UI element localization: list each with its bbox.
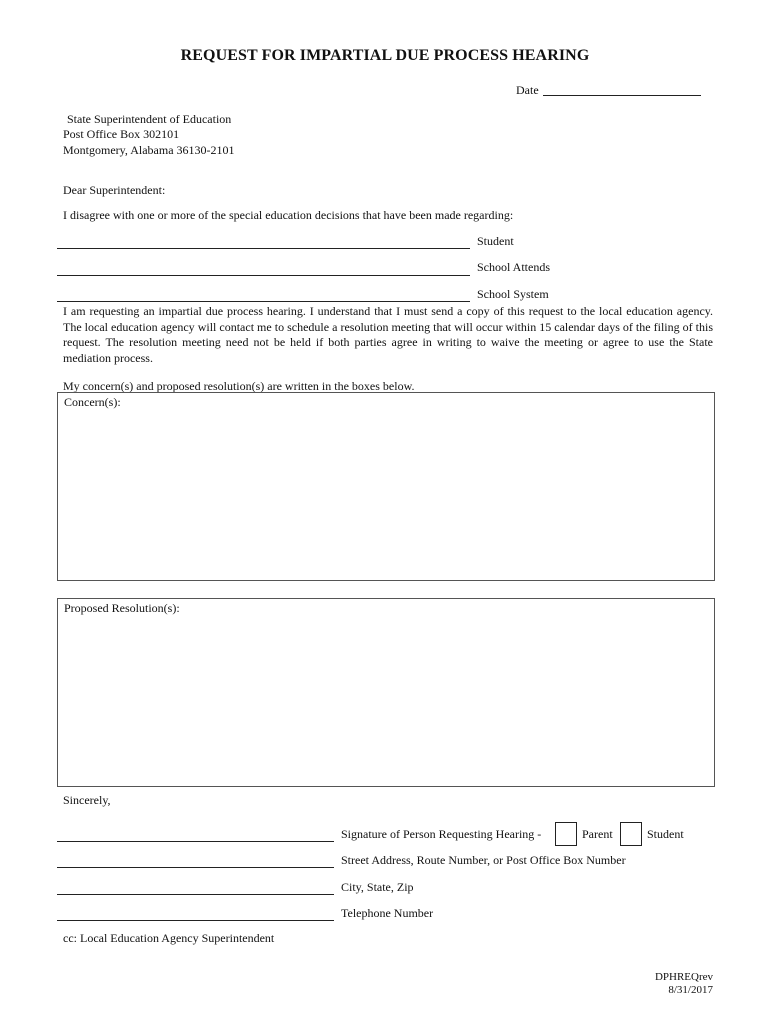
boxes-intro: My concern(s) and proposed resolution(s) are written in the boxes below. [63,379,415,393]
street-field[interactable] [57,867,334,868]
resolutions-box[interactable] [57,598,715,787]
intro-text: I disagree with one or more of the special education decisions that have been made regarding: [63,208,514,222]
date-field[interactable] [543,95,701,96]
concerns-box[interactable] [57,392,715,581]
student-checkbox-label: Student [647,827,684,841]
city-label: City, State, Zip [341,880,414,894]
closing: Sincerely, [63,793,111,807]
school-attends-label: School Attends [477,260,551,274]
parent-checkbox[interactable] [555,822,577,846]
form-code: DPHREQrev [654,971,713,983]
concerns-label: Concern(s): [64,395,121,409]
request-paragraph: I am requesting an impartial due process hearing. I understand that I must send a copy of this request to the local education agency. The local education agency will contact me to schedule a resolution meeting that will occur within 15 calendar days of the filing of this request. The resolution meeting need not be held if both parties agree in writing to waive the meeting or agree to use the State mediation process. [63,304,713,365]
school-system-field[interactable] [57,301,470,302]
phone-field[interactable] [57,920,334,921]
city-field[interactable] [57,894,334,895]
salutation: Dear Superintendent: [63,183,166,197]
signature-label: Signature of Person Requesting Hearing - [341,827,542,841]
form-date: 8/31/2017 [668,984,713,996]
student-field[interactable] [57,248,470,249]
street-label: Street Address, Route Number, or Post Office Box Number [341,853,626,867]
address-line-1: State Superintendent of Education [67,112,232,126]
school-system-label: School System [477,287,549,301]
address-line-2: Post Office Box 302101 [63,127,180,141]
address-line-3: Montgomery, Alabama 36130-2101 [63,143,235,157]
page-title: REQUEST FOR IMPARTIAL DUE PROCESS HEARING [180,47,590,64]
resolutions-label: Proposed Resolution(s): [64,601,180,615]
signature-field[interactable] [57,841,334,842]
date-label: Date [516,83,539,97]
phone-label: Telephone Number [341,906,434,920]
parent-label: Parent [582,827,613,841]
school-attends-field[interactable] [57,275,470,276]
student-label: Student [477,234,514,248]
student-checkbox[interactable] [620,822,642,846]
cc-line: cc: Local Education Agency Superintendent [63,931,275,945]
